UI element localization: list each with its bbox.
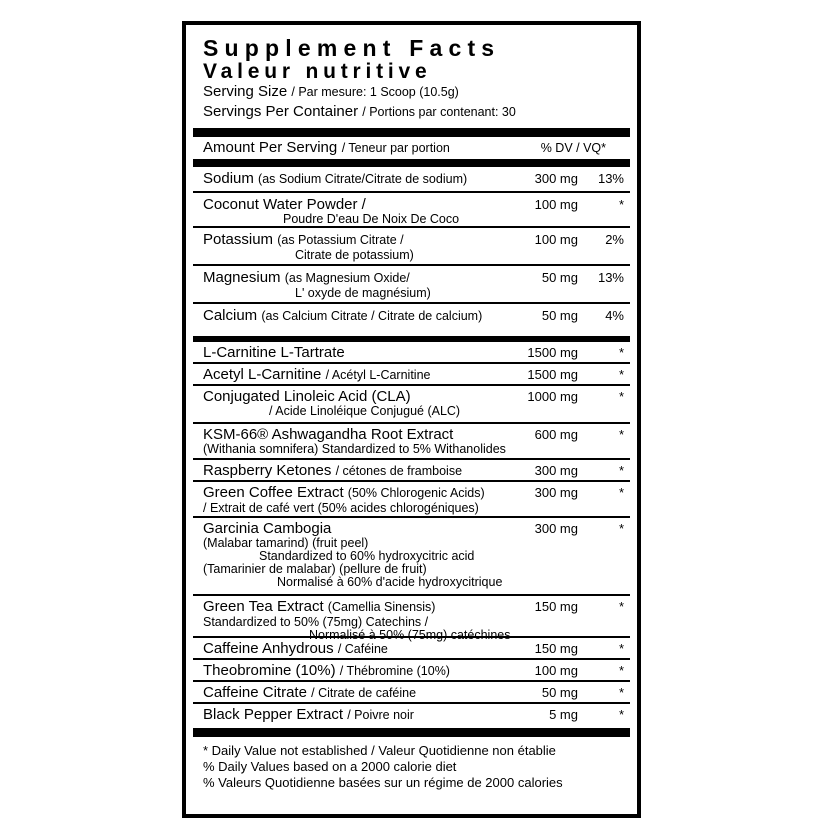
- servings-per-container: [203, 102, 630, 122]
- nutrient-daily-value: 13%: [597, 270, 624, 285]
- daily-value-header: % DV / VQ*: [540, 141, 606, 155]
- ingredient-detail-line: Standardized to 60% hydroxycitric acid: [259, 549, 475, 563]
- ingredient-amount: 50 mg: [541, 685, 578, 700]
- ingredient-detail-line: / Acide Linoléique Conjugué (ALC): [269, 404, 461, 418]
- nutrient-source: (as Potassium Citrate /: [277, 233, 404, 247]
- ingredient-name: Green Tea Extract: [203, 598, 324, 615]
- ingredient-name: Garcinia Cambogia: [203, 520, 332, 537]
- nutrient-row: [193, 193, 630, 228]
- ingredient-row: [193, 682, 630, 704]
- ingredient-amount: 1500 mg: [527, 367, 578, 382]
- ingredient-detail: / Thébromine (10%): [339, 664, 450, 678]
- ingredient-row: [193, 518, 630, 596]
- ingredient-daily-value: *: [618, 663, 624, 678]
- ingredients-section: [203, 342, 630, 726]
- ingredient-detail: / Acétyl L-Carnitine: [325, 368, 431, 382]
- ingredient-name: Raspberry Ketones: [203, 462, 332, 479]
- ingredient-detail: / Caféine: [337, 642, 388, 656]
- nutrient-source: (as Magnesium Oxide/: [284, 271, 410, 285]
- amount-header-row: [193, 137, 630, 161]
- nutrient-amount: 300 mg: [534, 171, 578, 186]
- ingredient-name: Black Pepper Extract: [203, 706, 344, 723]
- nutrient-row: [193, 167, 630, 193]
- title-french: Valeur nutritive: [203, 60, 432, 83]
- ingredient-detail-line: (Withania somnifera) Standardized to 5% Withanolides: [203, 442, 506, 456]
- ingredient-daily-value: *: [618, 641, 624, 656]
- supplement-facts-panel: [182, 21, 641, 818]
- nutrient-amount: 100 mg: [534, 197, 578, 212]
- nutrient-name: Calcium: [203, 307, 258, 324]
- nutrient-daily-value: *: [618, 197, 624, 212]
- amount-per-serving-fr: / Teneur par portion: [341, 141, 450, 155]
- bottom-thick-divider: [193, 728, 630, 737]
- nutrient-amount: 50 mg: [541, 270, 578, 285]
- ingredient-amount: 300 mg: [534, 463, 578, 478]
- ingredient-detail: / cétones de framboise: [335, 464, 463, 478]
- ingredient-daily-value: *: [618, 521, 624, 536]
- amount-per-serving-label: Amount Per Serving: [203, 139, 338, 156]
- ingredient-detail-line: Standardized to 50% (75mg) Catechins /: [203, 615, 429, 629]
- ingredient-amount: 300 mg: [534, 521, 578, 536]
- ingredient-name: KSM-66® Ashwagandha Root Extract: [203, 426, 454, 443]
- ingredient-row: [193, 660, 630, 682]
- ingredient-detail-line: Normalisé à 60% d'acide hydroxycitrique: [277, 575, 503, 589]
- ingredient-row: [193, 386, 630, 424]
- ingredient-detail: (50% Chlorogenic Acids): [347, 486, 485, 500]
- ingredient-daily-value: *: [618, 685, 624, 700]
- nutrient-row: [193, 266, 630, 304]
- ingredient-daily-value: *: [618, 345, 624, 360]
- nutrient-daily-value: 4%: [605, 308, 624, 323]
- ingredient-name: Caffeine Citrate: [203, 684, 307, 701]
- thick-divider: [193, 128, 630, 137]
- footnote: * Daily Value not established / Valeur Quotidienne non établie: [203, 743, 556, 758]
- ingredient-row: [193, 482, 630, 518]
- ingredient-name: Caffeine Anhydrous: [203, 640, 334, 657]
- ingredient-name: Conjugated Linoleic Acid (CLA): [203, 388, 411, 405]
- ingredient-amount: 5 mg: [549, 707, 578, 722]
- serving-size-label: Serving Size: [203, 83, 288, 100]
- ingredient-name: L-Carnitine L-Tartrate: [203, 344, 345, 361]
- nutrient-source: (as Calcium Citrate / Citrate de calcium): [261, 309, 483, 323]
- ingredient-name: Acetyl L-Carnitine: [203, 366, 322, 383]
- serving-size-value: / Par mesure: 1 Scoop (10.5g): [291, 85, 459, 99]
- ingredient-daily-value: *: [618, 707, 624, 722]
- ingredient-amount: 150 mg: [534, 641, 578, 656]
- nutrient-name: Potassium: [203, 231, 274, 248]
- ingredient-row: [193, 424, 630, 460]
- nutrient-daily-value: 2%: [605, 232, 624, 247]
- ingredient-name: Green Coffee Extract: [203, 484, 344, 501]
- ingredient-name: Theobromine (10%): [203, 662, 336, 679]
- ingredient-amount: 600 mg: [534, 427, 578, 442]
- ingredient-detail: (Camellia Sinensis): [327, 600, 436, 614]
- footnote: % Valeurs Quotidienne basées sur un régime de 2000 calories: [203, 775, 563, 790]
- ingredient-row: [193, 596, 630, 642]
- nutrient-daily-value: 13%: [597, 171, 624, 186]
- title-english: Supplement Facts: [203, 35, 501, 61]
- ingredient-detail: / Citrate de caféine: [311, 686, 417, 700]
- servings-value: / Portions par contenant: 30: [362, 105, 516, 119]
- ingredient-amount: 1500 mg: [527, 345, 578, 360]
- nutrient-name: Sodium: [203, 170, 254, 187]
- ingredient-amount: 100 mg: [534, 663, 578, 678]
- ingredient-daily-value: *: [618, 463, 624, 478]
- nutrient-amount: 50 mg: [541, 308, 578, 323]
- footnotes: [203, 743, 630, 791]
- nutrient-name: Magnesium: [203, 269, 281, 286]
- ingredient-daily-value: *: [618, 389, 624, 404]
- ingredient-detail-line: (Tamarinier de malabar) (pellure de fruit): [203, 562, 427, 576]
- servings-label: Servings Per Container: [203, 103, 359, 120]
- nutrient-amount: 100 mg: [534, 232, 578, 247]
- nutrient-source-cont: Poudre D'eau De Noix De Coco: [283, 212, 460, 226]
- nutrient-name: Coconut Water Powder /: [203, 196, 366, 213]
- ingredient-daily-value: *: [618, 367, 624, 382]
- ingredient-daily-value: *: [618, 427, 624, 442]
- nutrient-row: [193, 228, 630, 266]
- ingredient-daily-value: *: [618, 599, 624, 614]
- serving-size: [203, 82, 630, 102]
- footnote: % Daily Values based on a 2000 calorie diet: [203, 759, 457, 774]
- ingredient-amount: 150 mg: [534, 599, 578, 614]
- ingredient-detail-line: (Malabar tamarind) (fruit peel): [203, 536, 369, 550]
- nutrient-source-cont: Citrate de potassium): [295, 248, 414, 262]
- ingredient-amount: 1000 mg: [527, 389, 578, 404]
- ingredient-row: [193, 364, 630, 386]
- ingredient-row: [193, 638, 630, 660]
- minerals-section: [203, 167, 630, 336]
- ingredient-detail-line: Normalisé à 50% (75mg) catéchines: [309, 628, 511, 642]
- ingredient-daily-value: *: [618, 485, 624, 500]
- nutrient-source: (as Sodium Citrate/Citrate de sodium): [258, 172, 468, 186]
- ingredient-detail: / Poivre noir: [347, 708, 414, 722]
- ingredient-detail-line: / Extrait de café vert (50% acides chlorogéniques): [203, 501, 479, 515]
- nutrient-row: [193, 304, 630, 336]
- nutrient-source-cont: L' oxyde de magnésium): [295, 286, 431, 300]
- ingredient-row: [193, 342, 630, 364]
- ingredient-row: [193, 460, 630, 482]
- ingredient-amount: 300 mg: [534, 485, 578, 500]
- ingredient-row: [193, 704, 630, 726]
